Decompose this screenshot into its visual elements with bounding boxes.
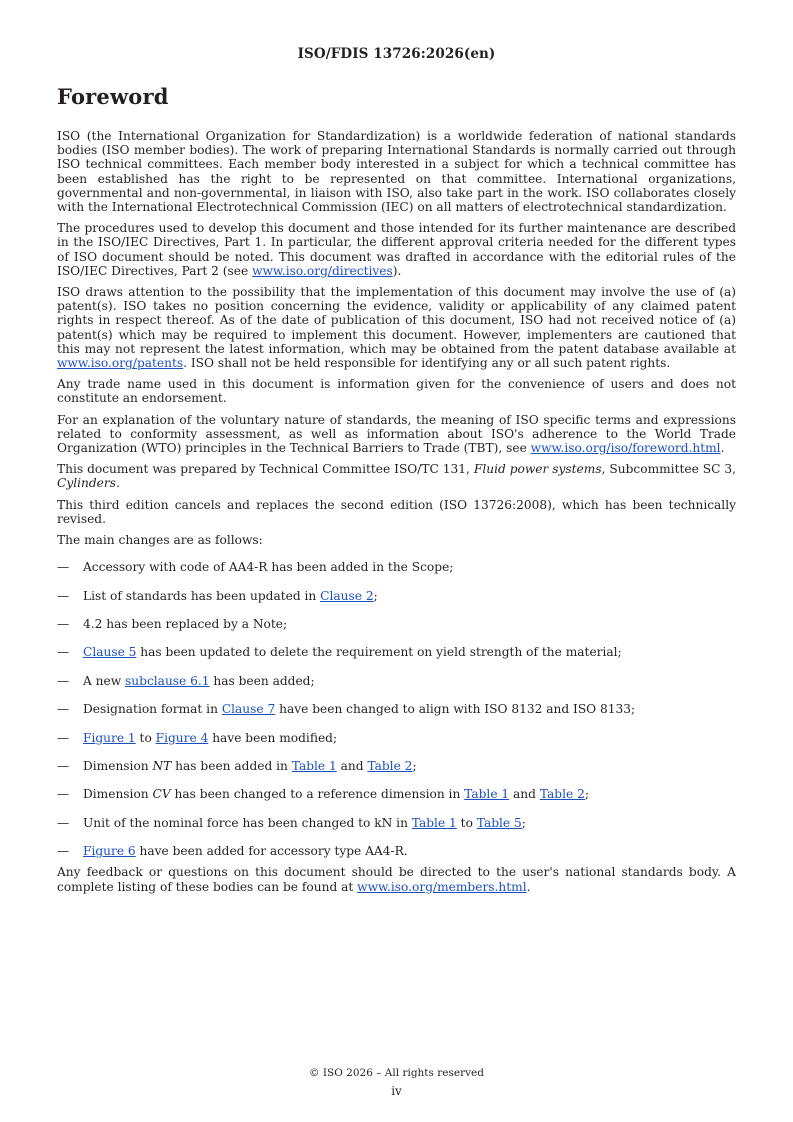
foreword-body bbox=[57, 129, 736, 901]
document-header: ISO/FDIS 13726:2026(en) bbox=[297, 46, 496, 62]
list-item: — Dimension CV has been changed to a reference dimension in Table 1 and Table 2; bbox=[57, 787, 589, 802]
link-clause-5[interactable]: Clause 5 bbox=[83, 645, 137, 660]
changes-list bbox=[57, 560, 736, 858]
link-table-1[interactable]: Table 1 bbox=[291, 759, 337, 774]
link-figure-6[interactable]: Figure 6 bbox=[83, 844, 136, 859]
list-item: — Accessory with code of AA4-R has been added in the Scope; bbox=[57, 560, 454, 575]
list-item: — List of standards has been updated in Clause 2; bbox=[57, 588, 378, 603]
link-table-2[interactable]: Table 2 bbox=[367, 759, 413, 774]
link-foreword[interactable]: www.iso.org/iso/foreword.html bbox=[530, 441, 721, 456]
link-directives[interactable]: www.iso.org/directives bbox=[252, 263, 393, 278]
copyright-notice: © ISO 2026 – All rights reserved bbox=[309, 1067, 484, 1079]
link-subclause-6-1[interactable]: subclause 6.1 bbox=[125, 673, 210, 688]
list-item: — A new subclause 6.1 has been added; bbox=[57, 673, 315, 688]
link-figure-4[interactable]: Figure 4 bbox=[155, 730, 209, 745]
list-item: — Dimension NT has been added in Table 1 and Table 2; bbox=[57, 759, 417, 774]
list-item: — Unit of the nominal force has been changed to kN in Table 1 to Table 5; bbox=[57, 815, 526, 830]
page-footer bbox=[0, 1067, 793, 1098]
page-title: Foreword bbox=[57, 84, 169, 109]
link-table-2[interactable]: Table 2 bbox=[539, 787, 585, 802]
link-members[interactable]: www.iso.org/members.html bbox=[357, 879, 527, 894]
link-patents[interactable]: www.iso.org/patents bbox=[57, 356, 184, 371]
link-table-1[interactable]: Table 1 bbox=[411, 815, 457, 830]
link-table-1[interactable]: Table 1 bbox=[464, 787, 510, 802]
page-number: iv bbox=[391, 1084, 402, 1098]
link-clause-2[interactable]: Clause 2 bbox=[320, 588, 374, 603]
paragraph-feedback: Any feedback or questions on this document should be directed to the user's national standards body. A complete listing of these bodies can be found at www.iso.org/members.html. bbox=[57, 865, 736, 894]
paragraph-procedures: The procedures used to develop this document and those intended for its further maintenance are described in the ISO/IEC Directives, Part 1. In particular, the different approval criteria needed for the different types of ISO document should be noted. This document was drafted in accordance with the editorial rules of the ISO/IEC Directives, Part 2 (see www.iso.org/directives). bbox=[57, 221, 736, 278]
list-item: — Designation format in Clause 7 have been changed to align with ISO 8132 and ISO 8133; bbox=[57, 702, 636, 717]
link-clause-7[interactable]: Clause 7 bbox=[221, 702, 276, 717]
paragraph-trade-name: Any trade name used in this document is information given for the convenience of users and does not constitute an endorsement. bbox=[57, 377, 736, 406]
paragraph-main-changes: The main changes are as follows: bbox=[57, 533, 263, 548]
link-table-5[interactable]: Table 5 bbox=[476, 815, 522, 830]
paragraph-voluntary: For an explanation of the voluntary nature of standards, the meaning of ISO specific terms and expressions related to conformity assessment, as well as information about ISO's adherence to the World Trade Organization (WTO) principles in the Technical Barriers to Trade (TBT), see www.iso.org/iso/foreword.html. bbox=[57, 412, 736, 456]
paragraph-edition: This third edition cancels and replaces the second edition (ISO 13726:2008), which has been technically revised. bbox=[57, 497, 736, 526]
paragraph-patents: ISO draws attention to the possibility that the implementation of this document may involve the use of (a) patent(s). ISO takes no position concerning the evidence, validity or applicability of any claimed patent rights in respect thereof. As of the date of publication of this document, ISO had not received notice of (a) patent(s) which may be required to implement this document. However, implementers are cautioned that this may not represent the latest information, which may be obtained from the patent database available at www.iso.org/patents. ISO shall not be held responsible for identifying any or all such patent rights. bbox=[57, 285, 736, 371]
list-item: — Clause 5 has been updated to delete the requirement on yield strength of the material; bbox=[57, 645, 622, 660]
list-item: — Figure 1 to Figure 4 have been modified; bbox=[57, 730, 338, 745]
paragraph-committee: This document was prepared by Technical Committee ISO/TC 131, Fluid power systems, Subcommittee SC 3, Cylinders. bbox=[57, 462, 736, 491]
list-item: — 4.2 has been replaced by a Note; bbox=[57, 617, 288, 632]
list-item: — Figure 6 have been added for accessory type AA4-R. bbox=[57, 844, 408, 859]
link-figure-1[interactable]: Figure 1 bbox=[83, 730, 136, 745]
paragraph-iso-intro: ISO (the International Organization for Standardization) is a worldwide federation of national standards bodies (ISO member bodies). The work of preparing International Standards is normally carried out through ISO technical committees. Each member body interested in a subject for which a technical committee has been established has the right to be represented on that committee. International organizations, governmental and non-governmental, in liaison with ISO, also take part in the work. ISO collaborates closely with the International Electrotechnical Commission (IEC) on all matters of electrotechnical standardization. bbox=[57, 129, 736, 215]
